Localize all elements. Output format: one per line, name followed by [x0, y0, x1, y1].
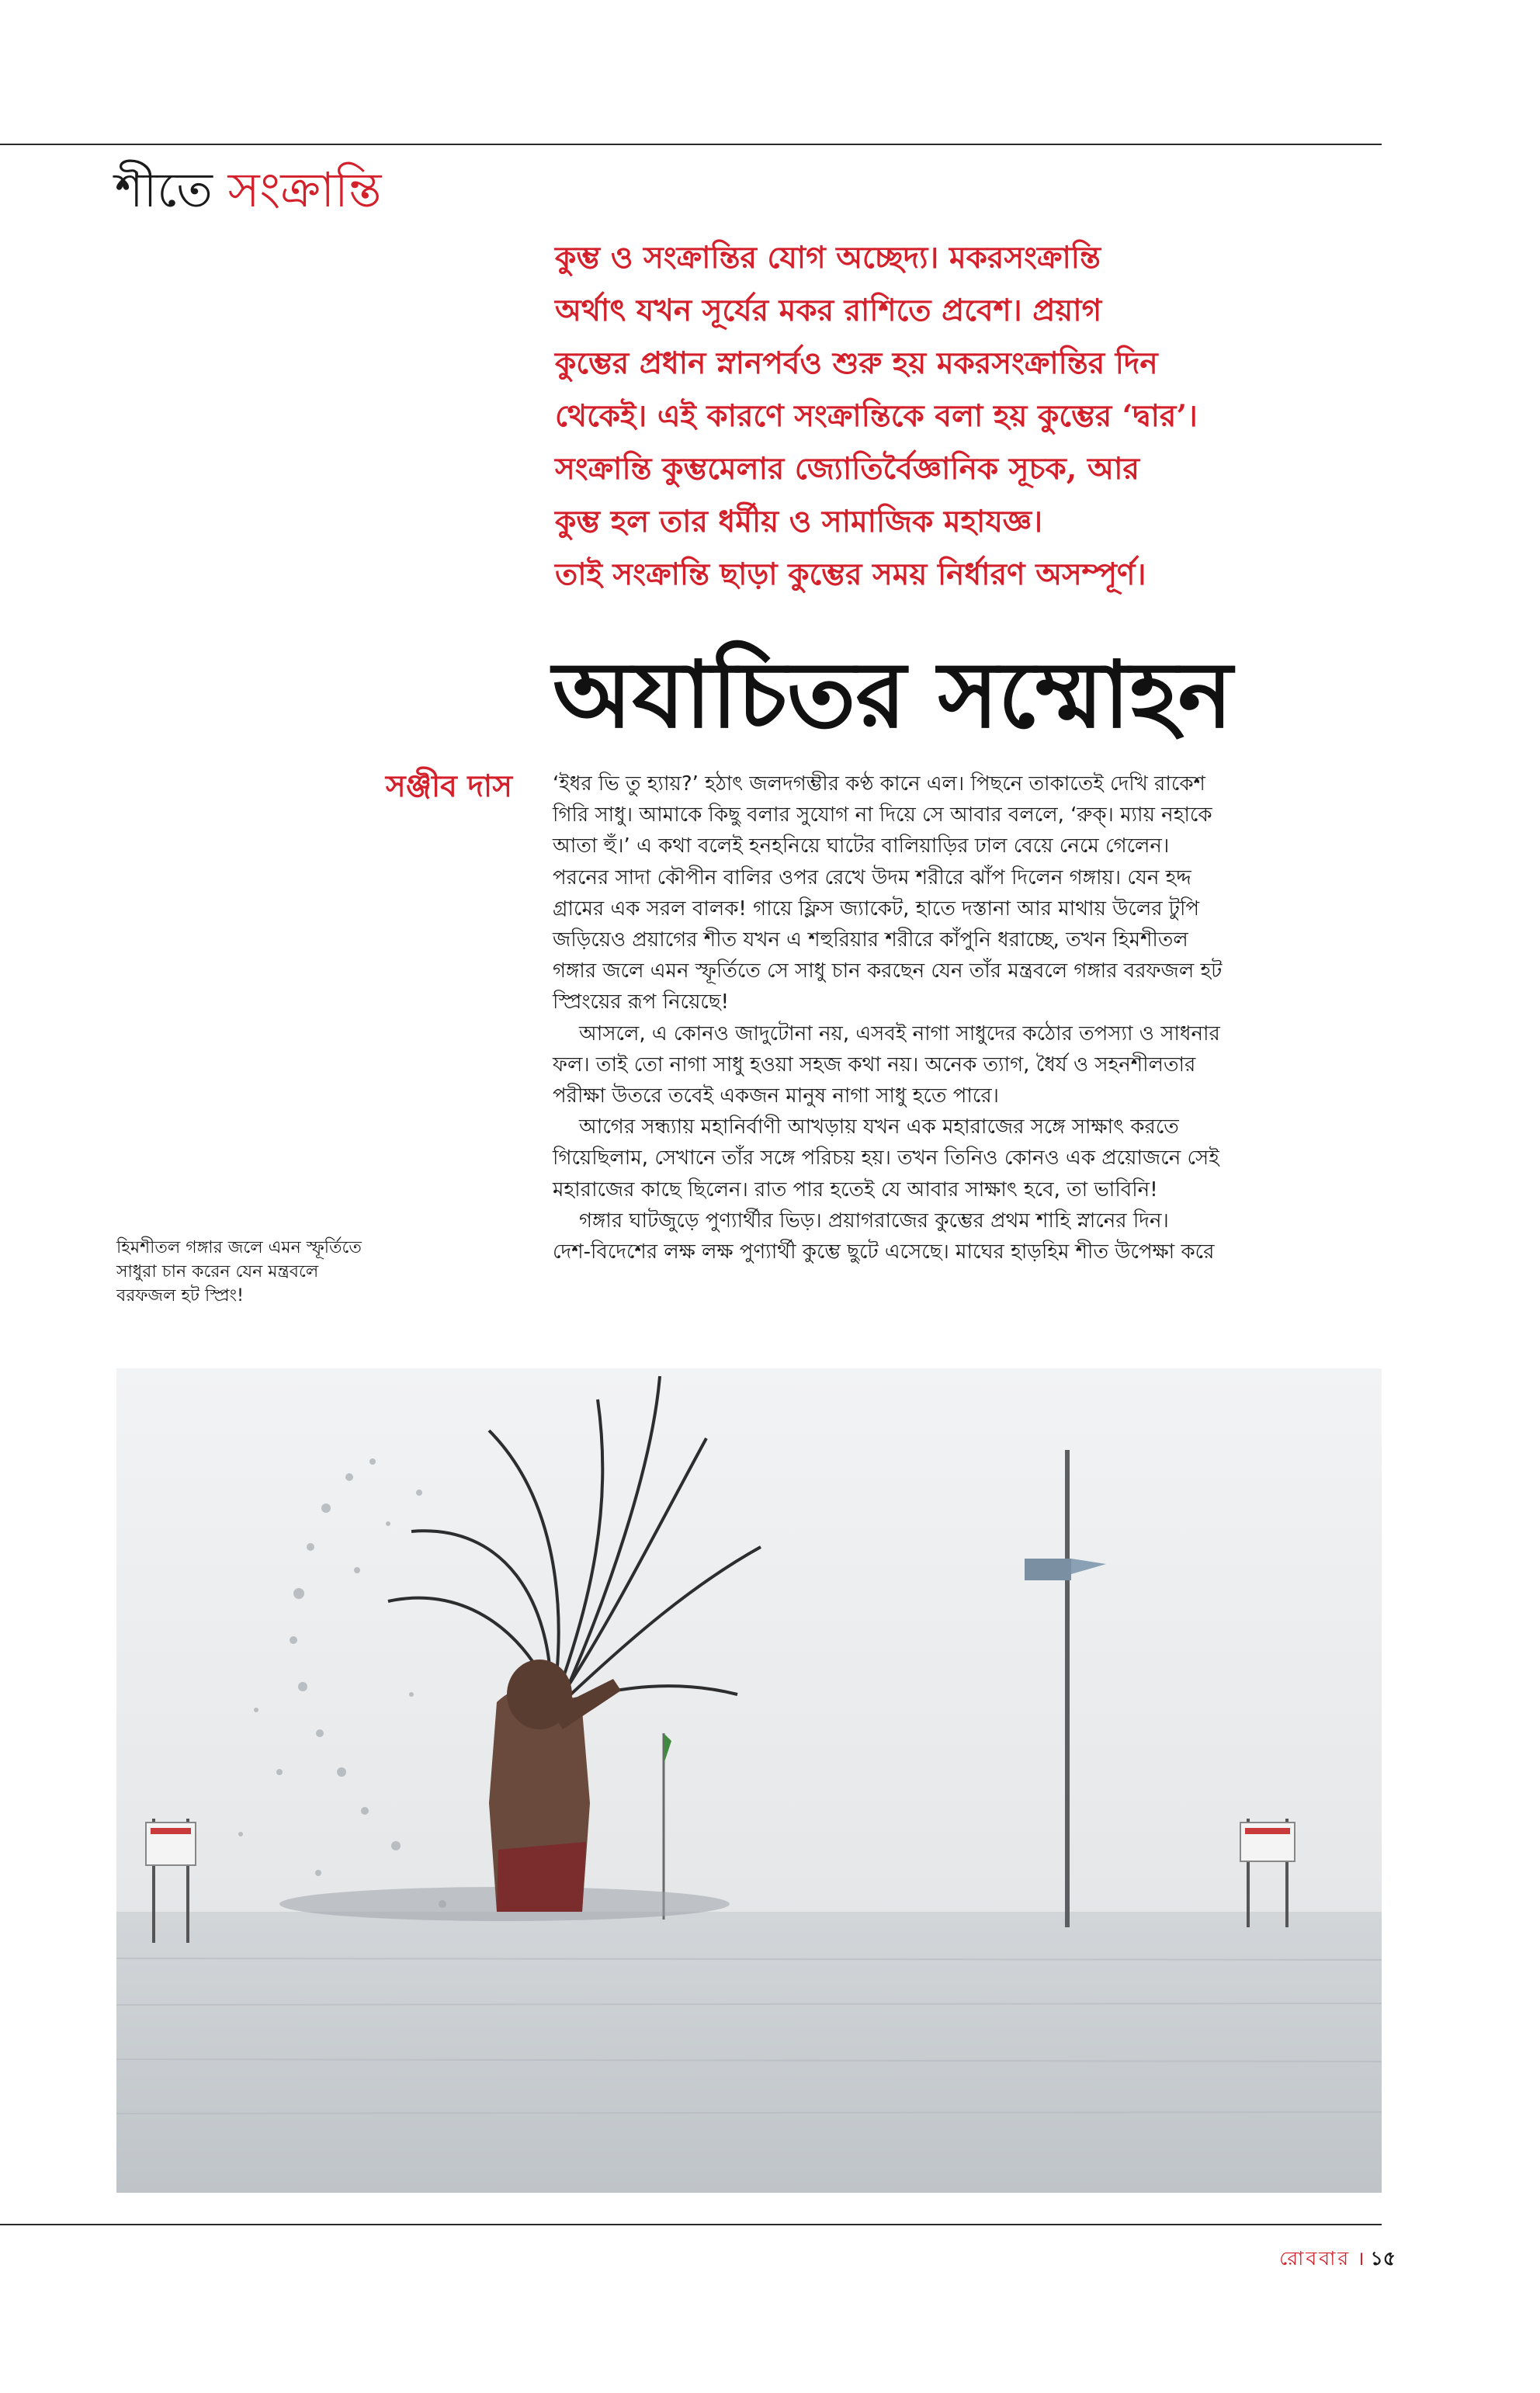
- intro-line: থেকেই। এই কারণে সংক্রান্তিকে বলা হয় কুম্ভের ‘দ্বার’।: [555, 398, 1198, 434]
- body-line: আতা হুঁ।’ এ কথা বলেই হনহনিয়ে ঘাটের বালিয়াড়ির ঢাল বেয়ে নেমে গেলেন।: [553, 834, 1170, 858]
- body-line: গিয়েছিলাম, সেখানে তাঁর সঙ্গে পরিচয় হয়। তখন তিনিও কোনও এক প্রয়োজনে সেই: [553, 1146, 1219, 1170]
- intro-line: কুম্ভ হল তার ধর্মীয় ও সামাজিক মহাযজ্ঞ।: [555, 504, 1043, 539]
- section-title-part1: শীতে: [115, 161, 213, 218]
- body-line: গিরি সাধু। আমাকে কিছু বলার সুযোগ না দিয়ে সে আবার বললে, ‘রুক্‌। ম্যায় নহাকে: [553, 803, 1212, 827]
- article-body: [553, 768, 1391, 1268]
- body-line: আসলে, এ কোনও জাদুটোনা নয়, এসবই নাগা সাধুদের কঠোর তপস্যা ও সাধনার: [579, 1021, 1220, 1046]
- intro-line: কুম্ভের প্রধান স্নানপর্বও শুরু হয় মকরসংক্রান্তির দিন: [555, 345, 1158, 381]
- body-line: স্প্রিংয়ের রূপ নিয়েছে!: [553, 990, 730, 1014]
- body-line: দেশ-বিদেশের লক্ষ লক্ষ পুণ্যার্থী কুম্ভে ছুটে এসেছে। মাঘের হাড়হিম শীত উপেক্ষা করে: [553, 1240, 1215, 1264]
- photo-illustration: [116, 1368, 1382, 2193]
- body-line: জড়িয়েও প্রয়াগের শীত যখন এ শহুরিয়ার শরীরে কাঁপুনি ধরাচ্ছে, তখন হিমশীতল: [553, 928, 1188, 952]
- body-line: আগের সন্ধ্যায় মহানির্বাণী আখড়ায় যখন এক মহারাজের সঙ্গে সাক্ষাৎ করতে: [579, 1115, 1179, 1139]
- page-folio: [1240, 2245, 1396, 2273]
- magazine-name: রোববার: [1279, 2247, 1351, 2270]
- page-number: ১৫: [1370, 2247, 1396, 2270]
- sadhu-bathing-photo: [116, 1368, 1382, 2193]
- folio-separator: ।: [1357, 2247, 1365, 2270]
- intro-line: অর্থাৎ যখন সূর্যের মকর রাশিতে প্রবেশ। প্রয়াগ: [555, 293, 1102, 328]
- photo-caption: [116, 1236, 450, 1308]
- body-line: গঙ্গার ঘাটজুড়ে পুণ্যার্থীর ভিড়। প্রয়াগরাজের কুম্ভের প্রথম শাহি স্নানের দিন।: [579, 1209, 1169, 1233]
- body-line: গ্রামের এক সরল বালক! গায়ে ফ্লিস জ্যাকেট, হাতে দস্তানা আর মাথায় উলের টুপি: [553, 897, 1200, 921]
- body-line: ফল। তাই তো নাগা সাধু হওয়া সহজ কথা নয়। অনেক ত্যাগ, ধৈর্য ও সহনশীলতার: [553, 1053, 1196, 1077]
- section-title-part2: সংক্রান্তি: [227, 161, 382, 218]
- author-byline: সঞ্জীব দাস: [385, 768, 512, 804]
- body-line: ‘ইধর ভি তু হ্যায়?’ হঠাৎ জলদগম্ভীর কণ্ঠ কানে এল। পিছনে তাকাতেই দেখি রাকেশ: [553, 772, 1205, 796]
- river-water: [116, 1912, 1382, 2193]
- top-rule: [0, 144, 1382, 145]
- intro-paragraph: [555, 231, 1393, 601]
- caption-line: হিমশীতল গঙ্গার জলে এমন স্ফূর্তিতে: [116, 1238, 362, 1257]
- bottom-rule: [0, 2224, 1382, 2225]
- intro-line: কুম্ভ ও সংক্রান্তির যোগ অচ্ছেদ্য। মকরসংক্রান্তি: [555, 240, 1101, 276]
- section-header: [115, 155, 382, 225]
- body-line: মহারাজের কাছে ছিলেন। রাত পার হতেই যে আবার সাক্ষাৎ হবে, তা ভাবিনি!: [553, 1177, 1158, 1202]
- intro-line: সংক্রান্তি কুম্ভমেলার জ্যোতির্বৈজ্ঞানিক সূচক, আর: [555, 451, 1139, 487]
- caption-line: সাধুরা চান করেন যেন মন্ত্রবলে: [116, 1262, 319, 1281]
- body-line: গঙ্গার জলে এমন স্ফূর্তিতে সে সাধু চান করছেন যেন তাঁর মন্ত্রবলে গঙ্গার বরফজল হট: [553, 959, 1223, 983]
- intro-line: তাই সংক্রান্তি ছাড়া কুম্ভের সময় নির্ধারণ অসম্পূর্ণ।: [555, 557, 1146, 592]
- body-line: পরীক্ষা উতরে তবেই একজন মানুষ নাগা সাধু হতে পারে।: [553, 1084, 999, 1108]
- caption-line: বরফজল হট স্প্রিং!: [116, 1286, 244, 1306]
- article-headline: অযাচিতর সম্মোহন: [553, 640, 1233, 748]
- body-line: পরনের সাদা কৌপীন বালির ওপর রেখে উদম শরীরে ঝাঁপ দিলেন গঙ্গায়। যেন হদ্দ: [553, 865, 1191, 890]
